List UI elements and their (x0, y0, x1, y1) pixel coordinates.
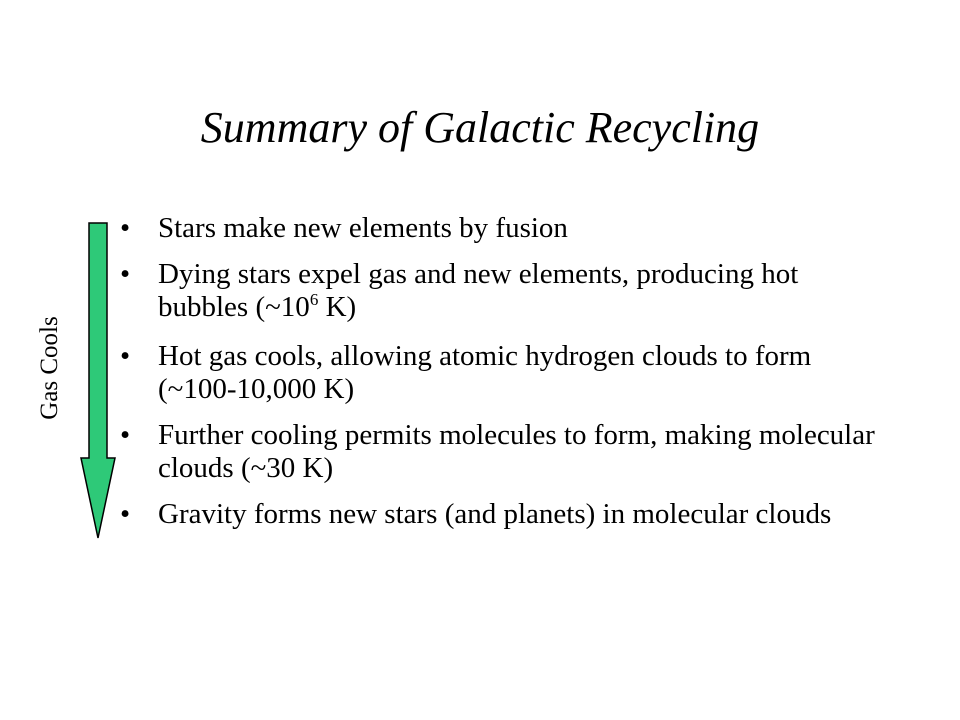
bullet-dot: • (120, 212, 131, 244)
bullet-item (120, 212, 880, 245)
bullet-text-tail: K) (318, 291, 357, 323)
bullet-dot: • (120, 340, 131, 372)
bullet-dot: • (120, 498, 131, 530)
slide-title: Summary of Galactic Recycling (200, 103, 760, 152)
bullet-superscript: 6 (309, 290, 319, 309)
bullet-text: Stars make new elements by fusion (158, 212, 568, 244)
bullet-item (120, 498, 880, 531)
arrow-shape (81, 223, 115, 538)
bullet-item (120, 258, 880, 327)
side-label-text: Gas Cools (36, 316, 63, 420)
bullet-dot: • (120, 419, 131, 451)
bullet-text: Further cooling permits molecules to form, making molecular clouds (~30 K) (158, 419, 875, 484)
bullet-item (120, 419, 880, 485)
bullet-text: Hot gas cools, allowing atomic hydrogen clouds to form (~100-10,000 K) (158, 340, 812, 405)
gas-cools-label (36, 300, 64, 436)
bullet-list (120, 212, 880, 544)
bullet-text: Gravity forms new stars (and planets) in molecular clouds (158, 498, 832, 530)
bullet-dot: • (120, 258, 131, 290)
down-arrow-icon (80, 222, 116, 540)
bullet-text: Dying stars expel gas and new elements, producing hot bubbles (~10 (158, 258, 799, 323)
bullet-item (120, 340, 880, 406)
